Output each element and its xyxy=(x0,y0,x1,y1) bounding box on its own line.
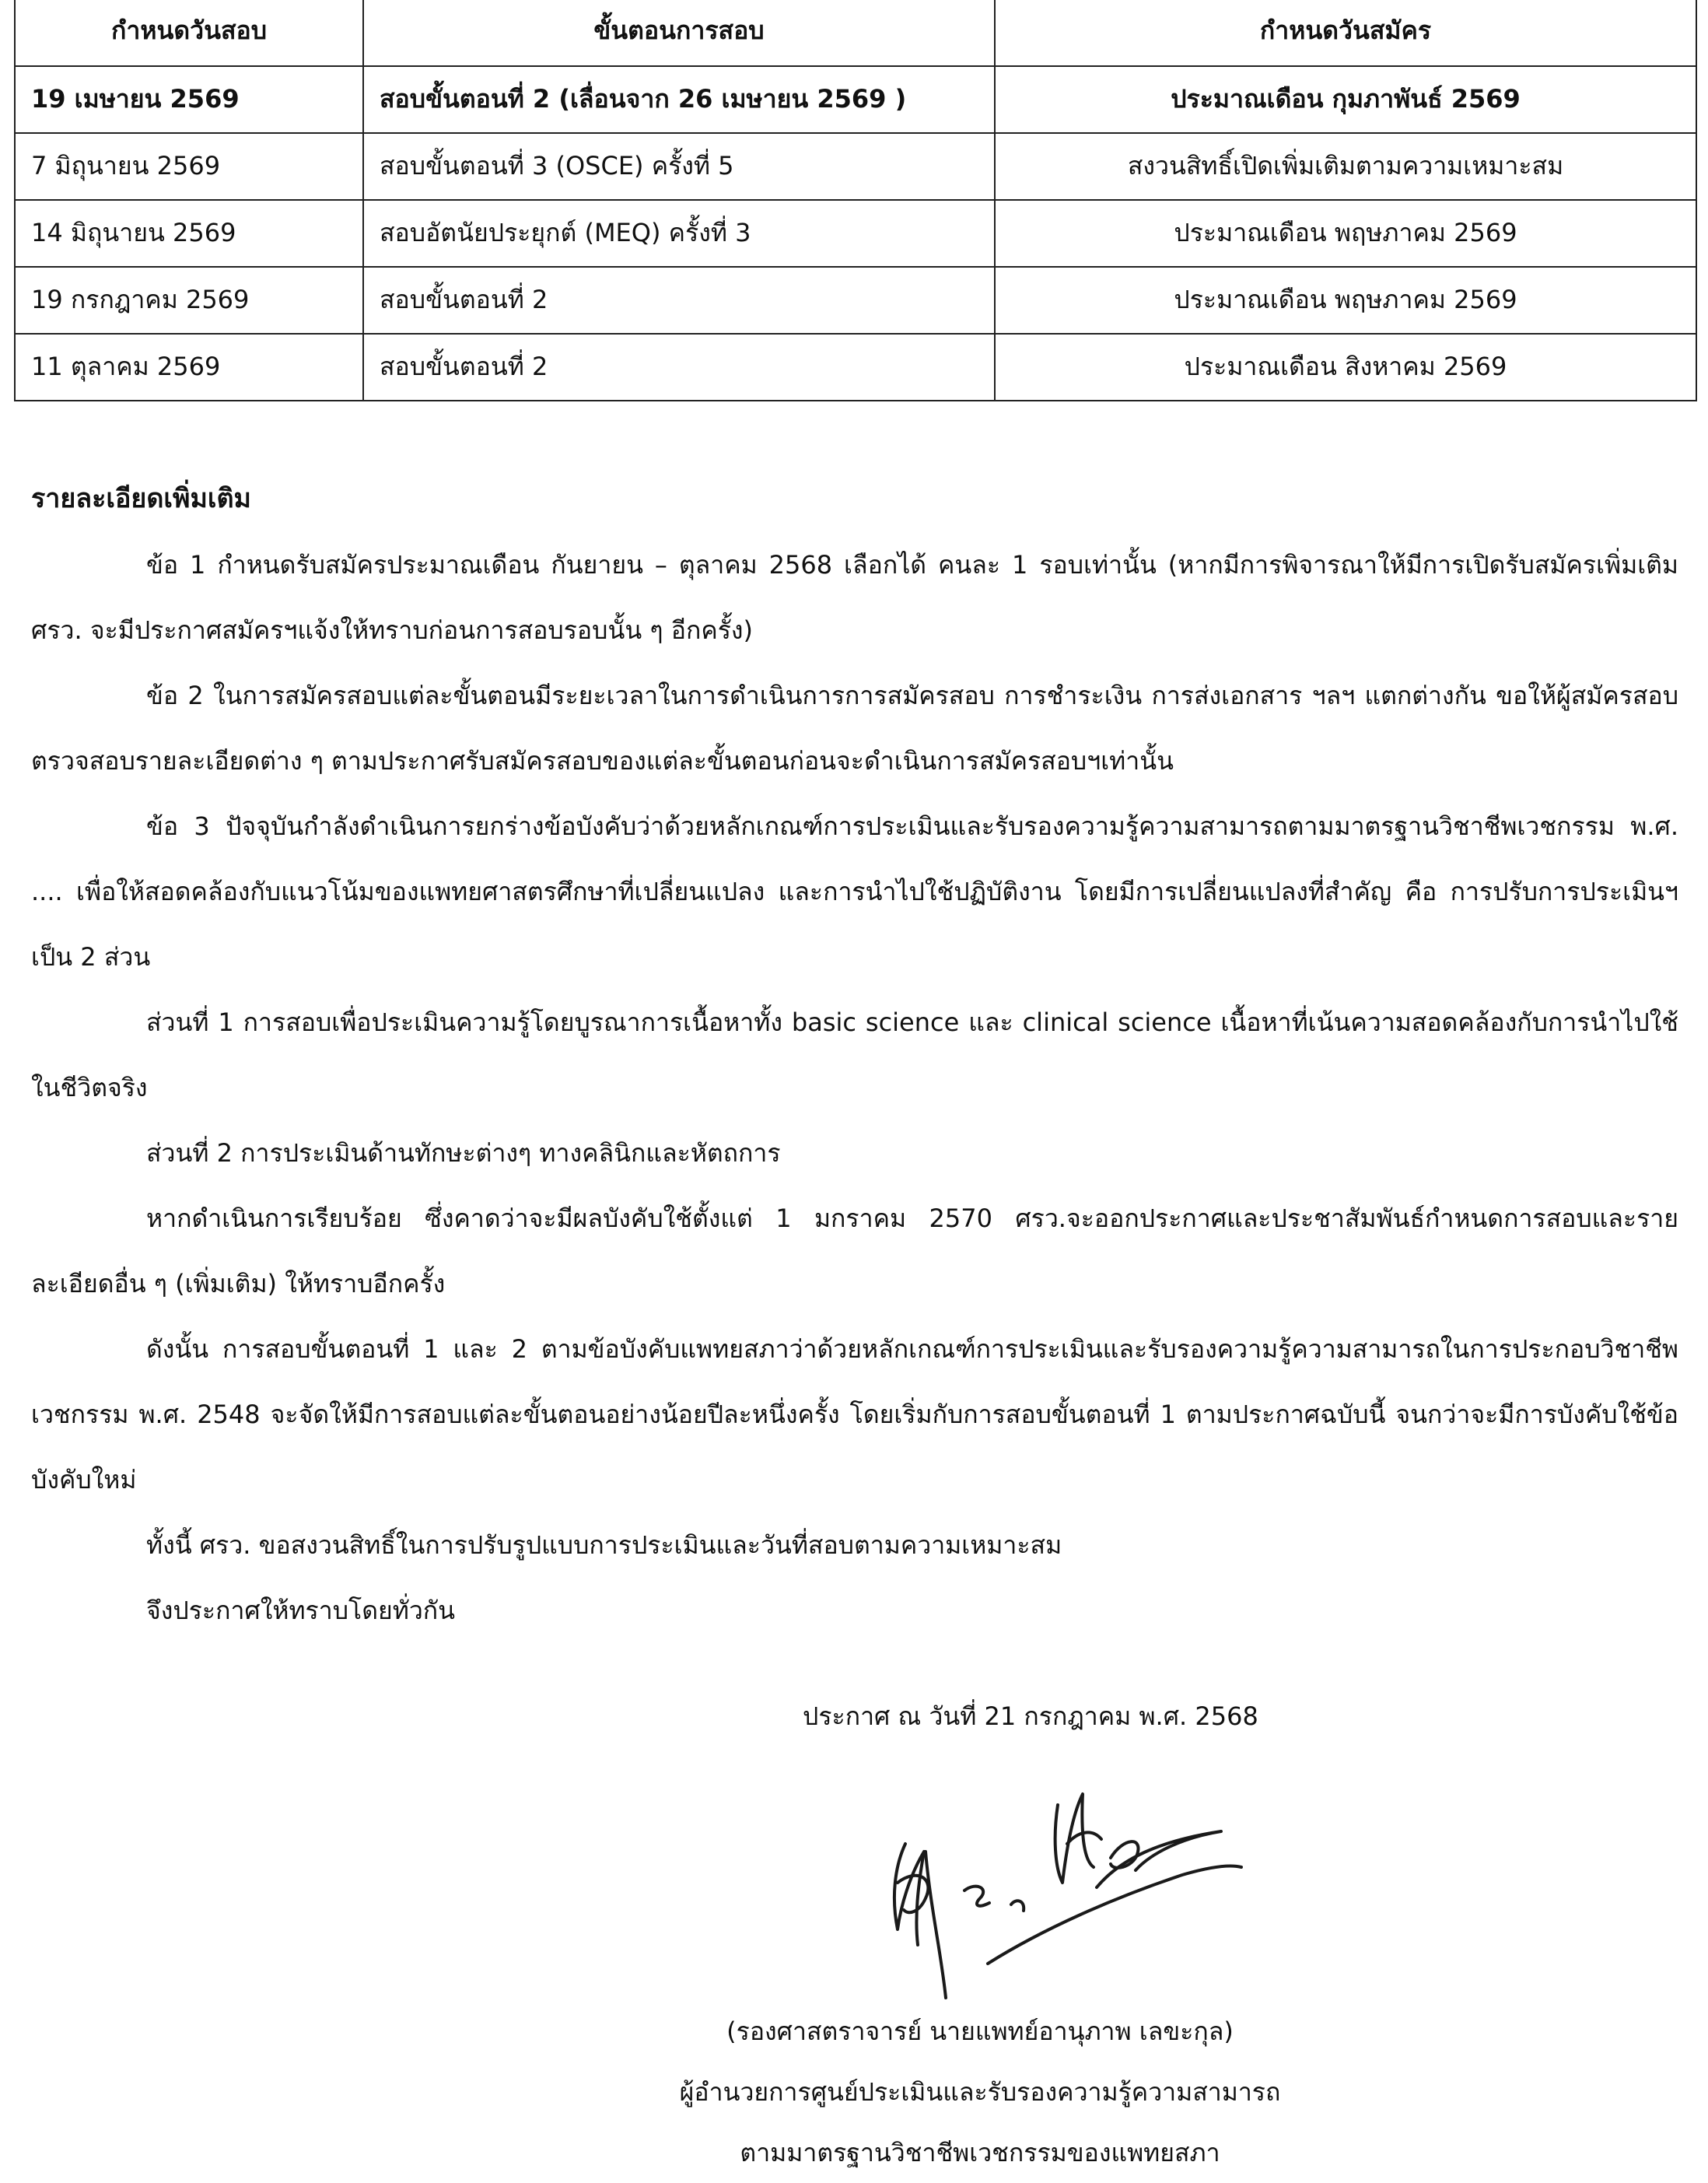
details-closing: จึงประกาศให้ทราบโดยทั่วกัน xyxy=(146,1596,456,1625)
details-paragraph-5: ดังนั้น การสอบขั้นตอนที่ 1 และ 2 ตามข้อบังคับแพทยสภาว่าด้วยหลักเกณฑ์การประเมินและรับรองความรู้ความสามารถในการประกอบวิชาชีพเวชกรรม พ.ศ. 2548 จะจัดให้มีการสอบแต่ละขั้นตอนอย่างน้อยปีละหนึ่งครั้ง โดยเริ่มกับการสอบขั้นตอนที่ 1 ตามประกาศฉบับนี้ จนกว่าจะมีการบังคับใช้ข้อบังคับใหม่ xyxy=(31,1334,1678,1494)
details-paragraph-1: ข้อ 1 กำหนดรับสมัครประมาณเดือน กันยายน – ตุลาคม 2568 เลือกได้ คนละ 1 รอบเท่านั้น (หากมีการพิจารณาให้มีการเปิดรับสมัครเพิ่มเติม ศรว. จะมีประกาศสมัครฯแจ้งให้ทราบก่อนการสอบรอบนั้น ๆ อีกครั้ง) xyxy=(31,550,1678,645)
details-part-1: ส่วนที่ 1 การสอบเพื่อประเมินความรู้โดยบูรณาการเนื้อหาทั้ง basic science และ clinical science เนื้อหาที่เน้นความสอดคล้องกับการนำไปใช้ในชีวิตจริง xyxy=(31,1007,1678,1102)
cell-exam-step: สอบขั้นตอนที่ 2 xyxy=(363,334,995,401)
additional-details xyxy=(31,465,1678,1643)
details-paragraph-6: ทั้งนี้ ศรว. ขอสงวนสิทธิ์ในการปรับรูปแบบการประเมินและวันที่สอบตามความเหมาะสม xyxy=(146,1530,1062,1560)
cell-exam-date: 19 เมษายน 2569 xyxy=(15,66,363,133)
cell-exam-step: สอบขั้นตอนที่ 2 (เลื่อนจาก 26 เมษายน 2569 ) xyxy=(363,66,995,133)
table-row xyxy=(15,66,1696,133)
signer-position-line1: ผู้อำนวยการศูนย์ประเมินและรับรองความรู้ความสามารถ xyxy=(679,2077,1281,2107)
exam-schedule-table xyxy=(14,0,1697,401)
details-paragraph-4: หากดำเนินการเรียบร้อย ซึ่งคาดว่าจะมีผลบังคับใช้ตั้งแต่ 1 มกราคม 2570 ศรว.จะออกประกาศและประชาสัมพันธ์กำหนดการสอบและรายละเอียดอื่น ๆ (เพิ่มเติม) ให้ทราบอีกครั้ง xyxy=(31,1204,1678,1298)
cell-exam-step: สอบขั้นตอนที่ 2 xyxy=(363,267,995,334)
details-part-2: ส่วนที่ 2 การประเมินด้านทักษะต่างๆ ทางคลินิกและหัตถการ xyxy=(146,1138,781,1168)
cell-exam-date: 19 กรกฎาคม 2569 xyxy=(15,267,363,334)
handwritten-signature xyxy=(863,1750,1268,2007)
cell-registration: ประมาณเดือน สิงหาคม 2569 xyxy=(995,334,1696,401)
details-paragraph-2: ข้อ 2 ในการสมัครสอบแต่ละขั้นตอนมีระยะเวลาในการดำเนินการการสมัครสอบ การชำระเงิน การส่งเอกสาร ฯลฯ แตกต่างกัน ขอให้ผู้สมัครสอบตรวจสอบรายละเอียดต่าง ๆ ตามประกาศรับสมัครสอบของแต่ละขั้นตอนก่อนจะดำเนินการสมัครสอบฯเท่านั้น xyxy=(31,681,1678,776)
cell-exam-step: สอบอัตนัยประยุกต์ (MEQ) ครั้งที่ 3 xyxy=(363,200,995,267)
cell-exam-date: 11 ตุลาคม 2569 xyxy=(15,334,363,401)
signer-position-line2: ตามมาตรฐานวิชาชีพเวชกรรมของแพทยสภา xyxy=(740,2138,1220,2167)
cell-exam-step: สอบขั้นตอนที่ 3 (OSCE) ครั้งที่ 5 xyxy=(363,133,995,200)
cell-registration: สงวนสิทธิ์เปิดเพิ่มเติมตามความเหมาะสม xyxy=(995,133,1696,200)
table-row xyxy=(15,133,1696,200)
cell-exam-date: 7 มิถุนายน 2569 xyxy=(15,133,363,200)
details-title: รายละเอียดเพิ่มเติม xyxy=(31,483,251,514)
cell-registration: ประมาณเดือน พฤษภาคม 2569 xyxy=(995,267,1696,334)
signer-name: (รองศาสตราจารย์ นายแพทย์อานุภาพ เลขะกุล) xyxy=(726,2017,1234,2046)
cell-registration: ประมาณเดือน พฤษภาคม 2569 xyxy=(995,200,1696,267)
cell-registration: ประมาณเดือน กุมภาพันธ์ 2569 xyxy=(995,66,1696,133)
signer-block xyxy=(591,2001,1369,2183)
table-row xyxy=(15,334,1696,401)
header-exam-date: กำหนดวันสอบ xyxy=(15,0,363,66)
table-header-row xyxy=(15,0,1696,66)
table-row xyxy=(15,200,1696,267)
cell-exam-date: 14 มิถุนายน 2569 xyxy=(15,200,363,267)
announcement-date: ประกาศ ณ วันที่ 21 กรกฎาคม พ.ศ. 2568 xyxy=(803,1701,1258,1731)
details-paragraph-3: ข้อ 3 ปัจจุบันกำลังดำเนินการยกร่างข้อบังคับว่าด้วยหลักเกณฑ์การประเมินและรับรองความรู้ความสามารถตามมาตรฐานวิชาชีพเวชกรรม พ.ศ. .... เพื่อให้สอดคล้องกับแนวโน้มของแพทยศาสตรศึกษาที่เปลี่ยนแปลง และการนำไปใช้ปฏิบัติงาน โดยมีการเปลี่ยนแปลงที่สำคัญ คือ การปรับการประเมินฯ เป็น 2 ส่วน xyxy=(31,811,1678,972)
header-exam-step: ขั้นตอนการสอบ xyxy=(363,0,995,66)
table-row xyxy=(15,267,1696,334)
header-registration-date: กำหนดวันสมัคร xyxy=(995,0,1696,66)
